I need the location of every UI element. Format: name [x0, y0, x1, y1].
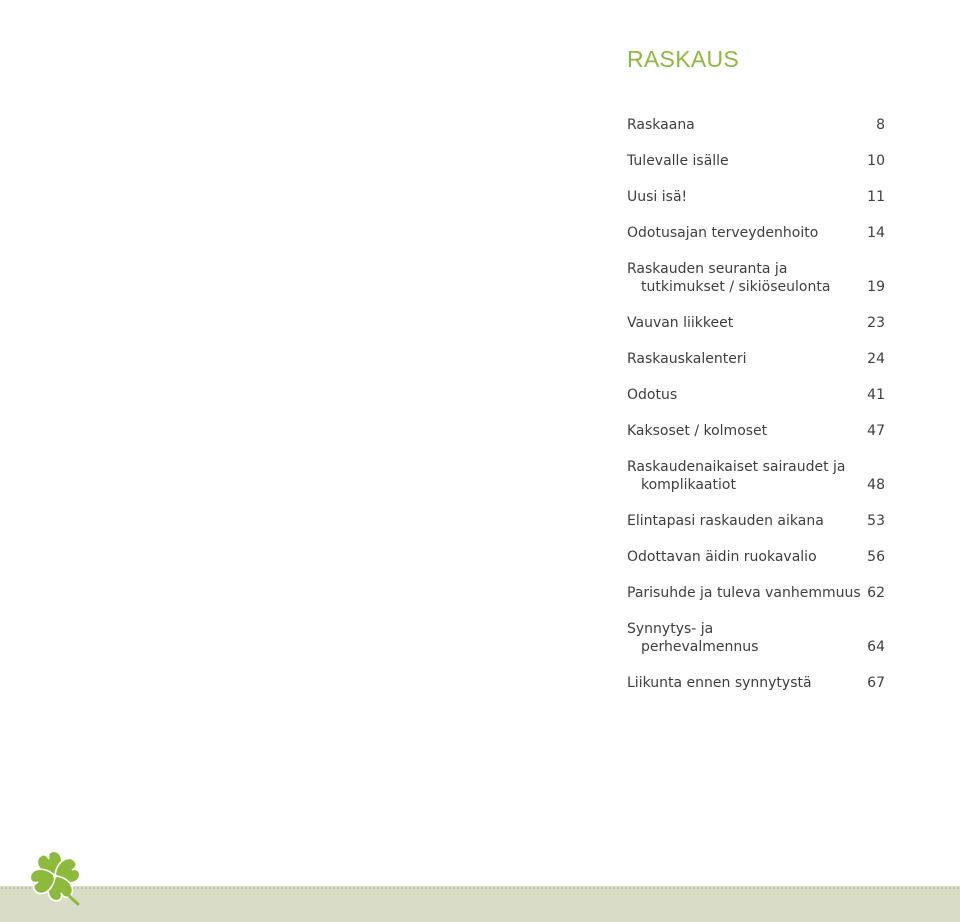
toc-entry-label: Liikunta ennen synnytystä [627, 675, 812, 691]
toc-entry-label: Kaksoset / kolmoset [627, 423, 768, 439]
toc-entry-label-continued: komplikaatiot [641, 477, 736, 493]
toc-entry[interactable] [627, 152, 885, 170]
toc-page-number: 53 [867, 513, 885, 529]
toc-entry[interactable] [627, 674, 885, 692]
toc-entry[interactable] [627, 188, 885, 206]
toc-entry-label-continued: tutkimukset / sikiöseulonta [641, 279, 831, 295]
toc-entry[interactable] [627, 314, 885, 332]
toc-entry[interactable] [627, 224, 885, 242]
toc-page-number: 56 [867, 549, 885, 565]
toc-entry-label: Uusi isä! [627, 189, 688, 205]
toc-entry[interactable] [627, 620, 885, 656]
toc-page-number: 23 [867, 315, 885, 331]
footer-band [0, 886, 960, 922]
toc-page-number: 14 [867, 225, 885, 241]
toc-entry-label: Elintapasi raskauden aikana [627, 513, 824, 529]
toc-entry-label: Odottavan äidin ruokavalio [627, 549, 817, 565]
clover-icon [24, 846, 86, 910]
toc-entry[interactable] [627, 350, 885, 368]
toc-entry-label-continued: perhevalmennus [641, 639, 759, 655]
toc-entry-label: Raskauden seuranta ja [627, 261, 788, 277]
toc-entry-label: Raskaudenaikaiset sairaudet ja [627, 459, 846, 475]
section-title: RASKAUS [627, 46, 740, 72]
footer-dot-pattern [0, 886, 960, 891]
toc-page-number: 48 [867, 477, 885, 493]
toc-entry-label: Tulevalle isälle [627, 153, 729, 169]
toc-page-number: 24 [867, 351, 885, 367]
toc-entry-label: Raskaana [627, 117, 695, 133]
toc-entry-label: Vauvan liikkeet [627, 315, 734, 331]
table-of-contents [627, 116, 885, 710]
toc-entry-label: Parisuhde ja tuleva vanhemmuus [627, 585, 861, 601]
toc-page-number: 19 [867, 279, 885, 295]
toc-page-number: 47 [867, 423, 885, 439]
toc-entry-label: Raskauskalenteri [627, 351, 747, 367]
toc-page-number: 8 [876, 117, 885, 133]
toc-entry[interactable] [627, 584, 885, 602]
toc-entry[interactable] [627, 260, 885, 296]
toc-page-number: 64 [867, 639, 885, 655]
toc-entry-label: Odotus [627, 387, 678, 403]
toc-entry[interactable] [627, 116, 885, 134]
toc-page-number: 67 [867, 675, 885, 691]
toc-entry-label: Synnytys- ja [627, 621, 714, 637]
toc-entry[interactable] [627, 458, 885, 494]
toc-entry[interactable] [627, 422, 885, 440]
toc-entry[interactable] [627, 512, 885, 530]
toc-page-number: 62 [867, 585, 885, 601]
toc-page-number: 41 [867, 387, 885, 403]
toc-entry[interactable] [627, 548, 885, 566]
toc-page-number: 10 [867, 153, 885, 169]
toc-page-number: 11 [867, 189, 885, 205]
toc-entry-label: Odotusajan terveydenhoito [627, 225, 819, 241]
toc-entry[interactable] [627, 386, 885, 404]
